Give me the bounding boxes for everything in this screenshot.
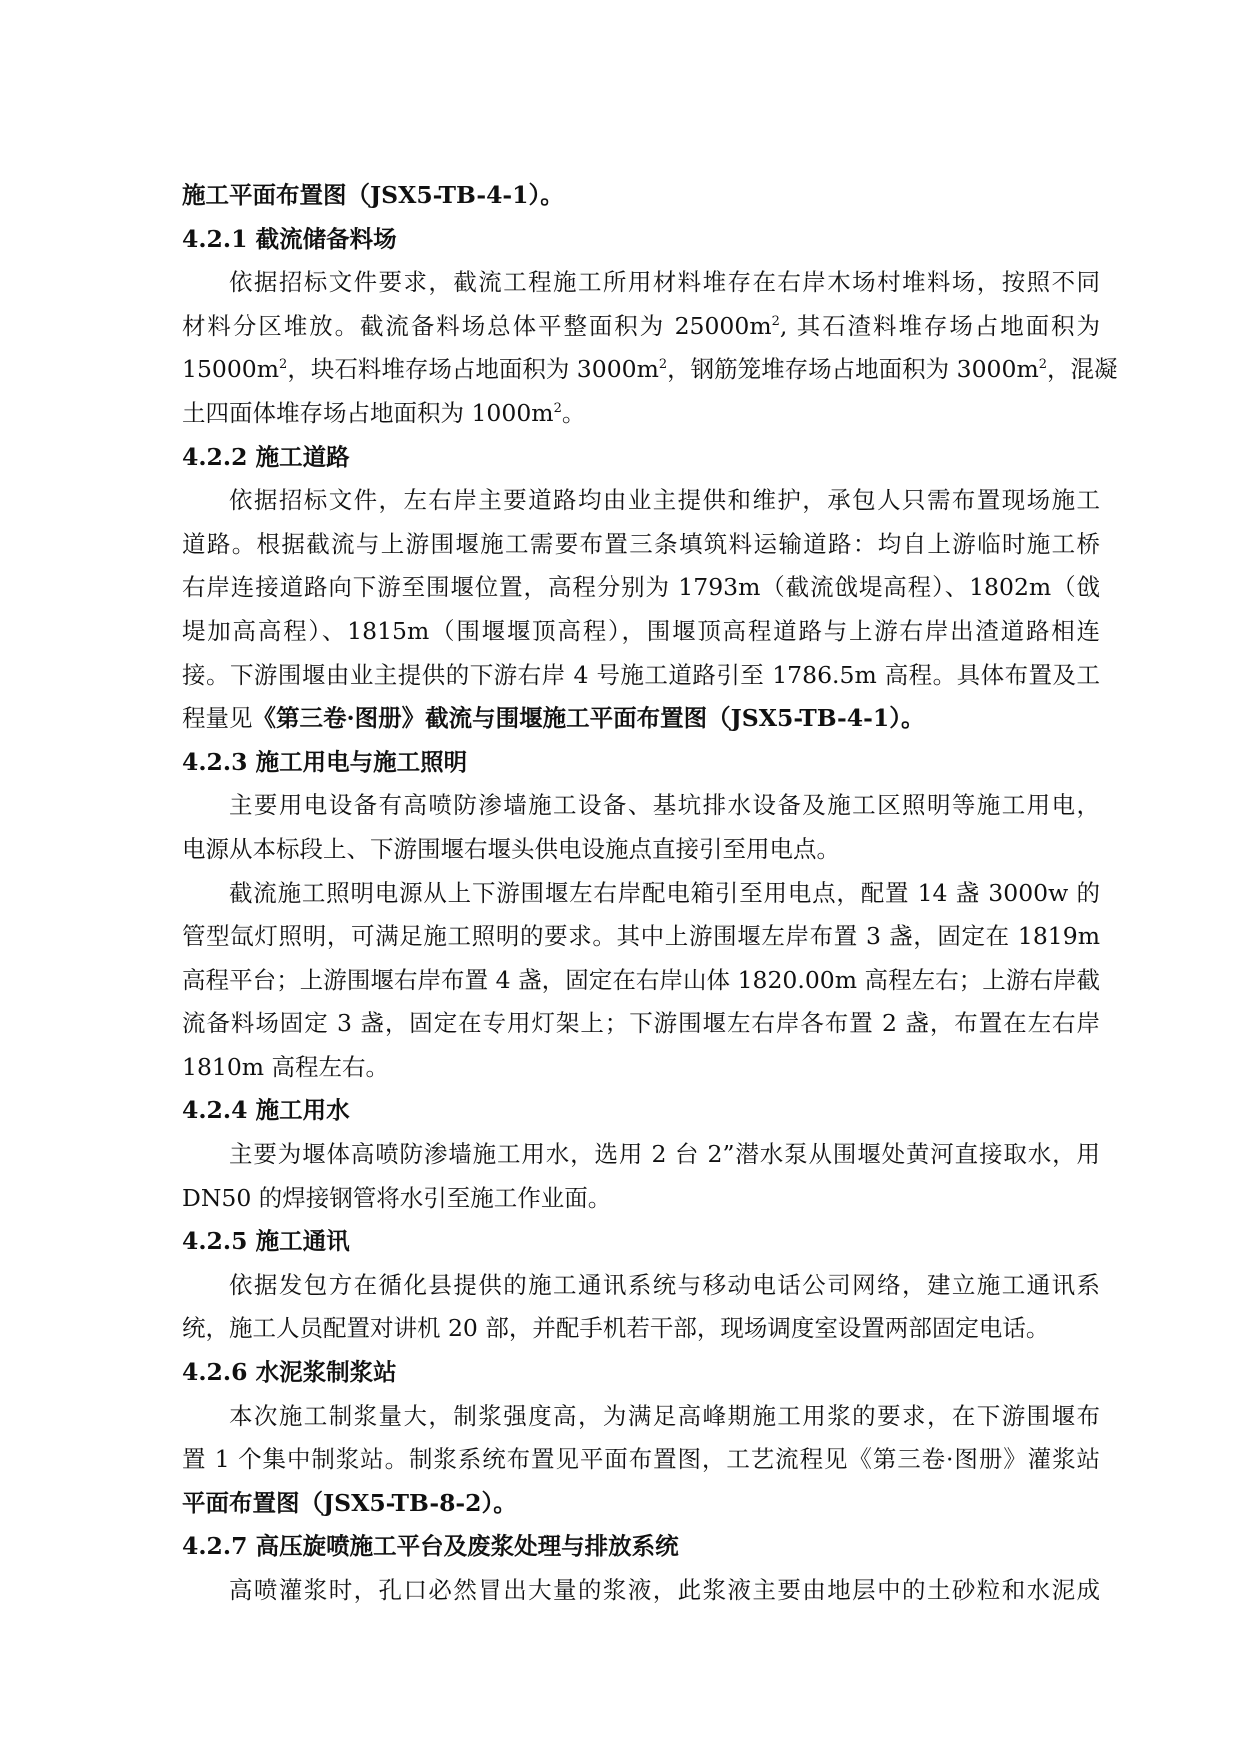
paragraph-line-text: 程量见《第三卷·图册》截流与围堰施工平面布置图（JSX5-TB-4-1）。 (182, 704, 925, 733)
paragraph-line: 材料分区堆放。截流备料场总体平整面积为 $25000m^2$, 其石渣料堆存场占地面积为 (182, 311, 1100, 340)
paragraph-line: 主要为堰体高喷防渗墙施工用水，选用 2 台 2”潜水泵从围堰处黄河直接取水，用 (229, 1140, 1100, 1169)
paragraph-line: 接。下游围堰由业主提供的下游右岸 4 号施工道路引至 1786.5m 高程。具体布置及工 (182, 660, 1100, 689)
paragraph-line: 高喷灌浆时，孔口必然冒出大量的浆液，此浆液主要由地层中的土砂粒和水泥成 (229, 1576, 1100, 1604)
section-heading: 4.2.6 水泥浆制浆站 (182, 1358, 397, 1387)
paragraph-line: 本次施工制浆量大，制浆强度高，为满足高峰期施工用浆的要求，在下游围堰布 (229, 1401, 1100, 1430)
paragraph-line: 1810m 高程左右。 (182, 1052, 390, 1081)
paragraph-line: 截流施工照明电源从上下游围堰左右岸配电箱引至用电点，配置 14 盏 3000w 的 (229, 878, 1100, 907)
paragraph-line: $15000m^2$，块石料堆存场占地面积为 $3000m^2$，钢筋笼堆存场占地面积为 $3000m^2$，混凝 (182, 355, 1118, 384)
paragraph-line: 堤加高高程）、1815m（围堰堰顶高程），围堰顶高程道路与上游右岸出渣道路相连 (182, 616, 1100, 645)
paragraph-line: 平面布置图（JSX5-TB-8-2）。 (182, 1488, 517, 1517)
paragraph-line (182, 697, 1100, 741)
paragraph-line: 依据招标文件，左右岸主要道路均由业主提供和维护，承包人只需布置现场施工 (229, 486, 1100, 515)
paragraph-line: 高程平台；上游围堰右岸布置 4 盏，固定在右岸山体 1820.00m 高程左右；上游右岸截 (182, 965, 1100, 994)
section-heading: 4.2.5 施工通讯 (182, 1227, 350, 1256)
section-heading: 4.2.1 截流储备料场 (182, 224, 397, 253)
paragraph-line: 依据招标文件要求，截流工程施工所用材料堆存在右岸木场村堆料场，按照不同 (229, 268, 1100, 297)
paragraph-line: 依据发包方在循化县提供的施工通讯系统与移动电话公司网络，建立施工通讯系 (229, 1270, 1100, 1299)
section-heading: 4.2.3 施工用电与施工照明 (182, 747, 468, 776)
section-heading: 4.2.4 施工用水 (182, 1096, 350, 1125)
paragraph-line: 土四面体堆存场占地面积为 $1000m^2$。 (182, 398, 586, 427)
paragraph-line: 主要用电设备有高喷防渗墙施工设备、基坑排水设备及施工区照明等施工用电， (229, 791, 1100, 820)
document-page (182, 174, 1118, 1613)
intro-line: 施工平面布置图（JSX5-TB-4-1）。 (182, 181, 564, 209)
paragraph-line: 道路。根据截流与上游围堰施工需要布置三条填筑料运输道路：均自上游临时施工桥 (182, 529, 1100, 558)
section-heading: 4.2.2 施工道路 (182, 442, 350, 471)
paragraph-line: 置 1 个集中制浆站。制浆系统布置见平面布置图，工艺流程见《第三卷·图册》灌浆站 (182, 1445, 1100, 1474)
section-heading: 4.2.7 高压旋喷施工平台及废浆处理与排放系统 (182, 1532, 679, 1561)
paragraph-line: 流备料场固定 3 盏，固定在专用灯架上；下游围堰左右岸各布置 2 盏，布置在左右岸 (182, 1009, 1100, 1038)
paragraph-line: 统，施工人员配置对讲机 20 部，并配手机若干部，现场调度室设置两部固定电话。 (182, 1314, 1050, 1343)
paragraph-line: DN50 的焊接钢管将水引至施工作业面。 (182, 1183, 612, 1212)
paragraph-line: 电源从本标段上、下游围堰右堰头供电设施点直接引至用电点。 (182, 834, 840, 863)
paragraph-line: 右岸连接道路向下游至围堰位置，高程分别为 1793m（截流戗堤高程）、1802m（戗 (182, 573, 1100, 602)
paragraph-line: 管型氙灯照明，可满足施工照明的要求。其中上游围堰左岸布置 3 盏，固定在 1819m (182, 922, 1100, 951)
